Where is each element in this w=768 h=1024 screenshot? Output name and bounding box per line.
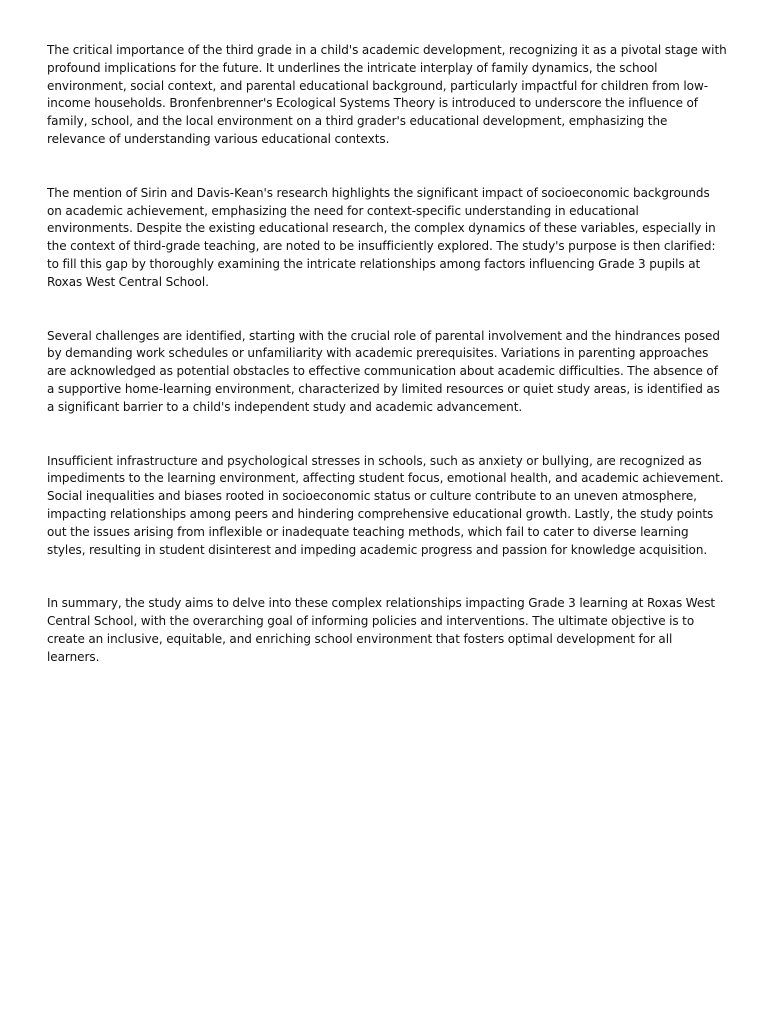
paragraph-3: Several challenges are identified, starting with the crucial role of parental involvement and the hindrances posed by demanding work schedules or unfamiliarity with academic prerequisites. Variations in parenting approaches are acknowledged as potential obstacles to effective communication about academic difficulties. The absence of a supportive home-learning environment, characterized by limited resources or quiet study areas, is identified as a significant barrier to a child's independent study and academic advancement. <box>47 328 720 414</box>
paragraph-1: The critical importance of the third grade in a child's academic development, recognizing it as a pivotal stage with profound implications for the future. It underlines the intricate interplay of family dynamics, the school environment, social context, and parental educational background, particularly impactful for children from low-income households. Bronfenbrenner's Ecological Systems Theory is introduced to underscore the influence of family, school, and the local environment on a third grader's educational development, emphasizing the relevance of understanding various educational contexts. <box>47 43 727 146</box>
paragraph-5: In summary, the study aims to delve into these complex relationships impacting Grade 3 learning at Roxas West Central School, with the overarching goal of informing policies and interventions. The ultimate objective is to create an inclusive, equitable, and enriching school environment that fosters optimal development for all learners. <box>47 596 716 664</box>
paragraph-2: The mention of Sirin and Davis-Kean's research highlights the significant impact of socioeconomic backgrounds on academic achievement, emphasizing the need for context-specific understanding in educational environments. Despite the existing educational research, the complex dynamics of these variables, especially in the context of third-grade teaching, are noted to be insufficiently explored. The study's purpose is then clarified: to fill this gap by thoroughly examining the intricate relationships among factors influencing Grade 3 pupils at Roxas West Central School. <box>47 185 716 289</box>
paragraph-4: Insufficient infrastructure and psychological stresses in schools, such as anxiety or bullying, are recognized as impediments to the learning environment, affecting student focus, emotional health, and academic achievement. Social inequalities and biases rooted in socioeconomic status or culture contribute to an uneven atmosphere, impacting relationships among peers and hindering comprehensive educational growth. Lastly, the study points out the issues arising from inflexible or inadequate teaching methods, which fail to cater to diverse learning styles, resulting in student disinterest and impeding academic progress and passion for knowledge acquisition. <box>47 453 724 557</box>
document-body <box>47 42 727 703</box>
